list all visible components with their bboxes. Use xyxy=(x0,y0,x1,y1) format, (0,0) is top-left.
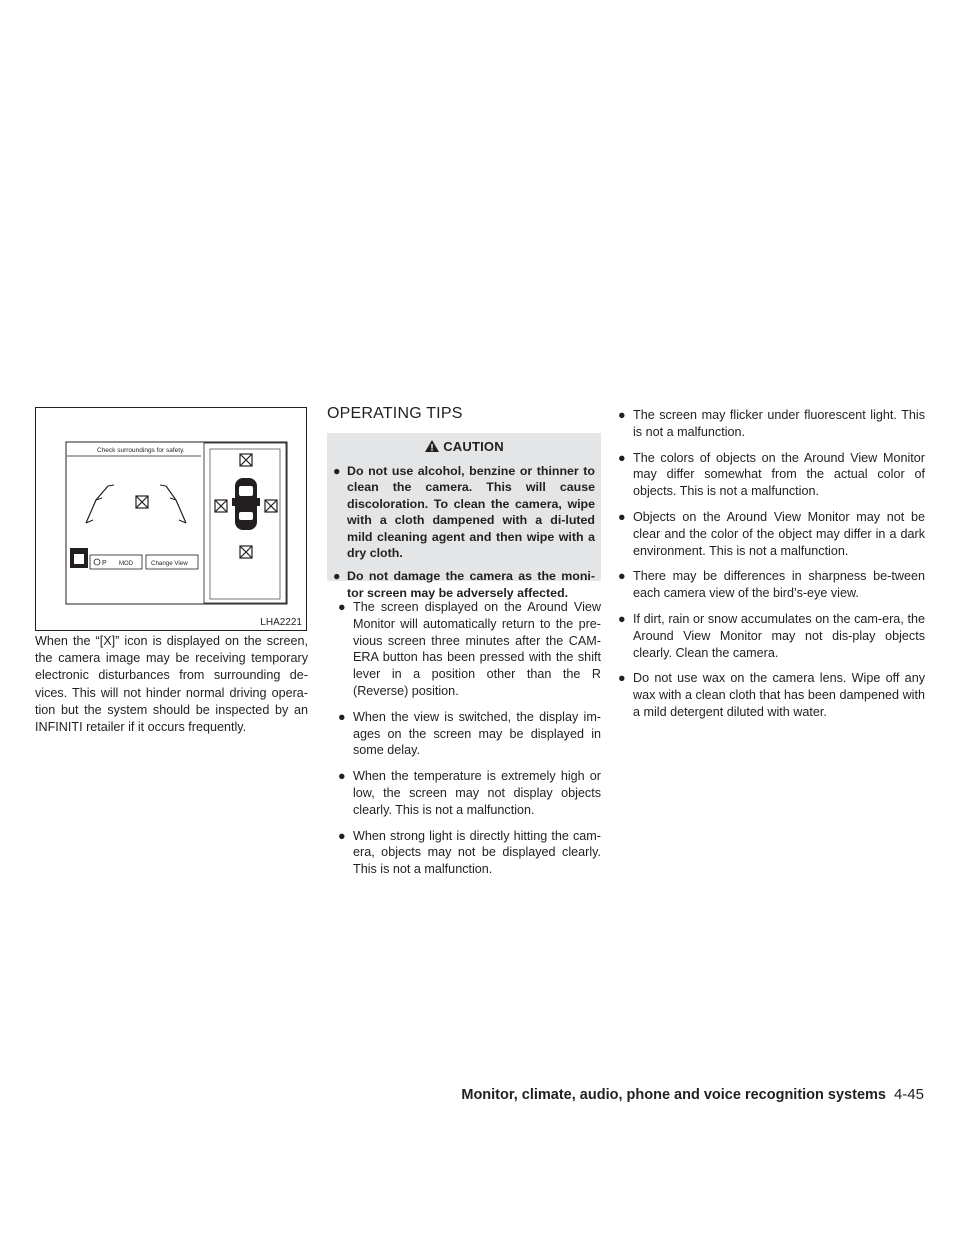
middle-tips-list xyxy=(336,599,601,887)
list-item: ● Do not use wax on the camera lens. Wipe off any wax with a clean cloth that has been dampened with a mild detergent diluted with water. xyxy=(618,671,925,719)
list-item: ● When strong light is directly hitting the cam-era, objects may not be displayed clearly. This is not a malfunction. xyxy=(338,828,601,877)
caution-item: ● Do not damage the camera as the moni-tor screen may be adversely affected. xyxy=(333,569,595,600)
caution-item: ● Do not use alcohol, benzine or thinner to clean the camera. This will cause discoloration. To clean the camera, wipe with a cloth dampened with a di-luted mild cleaning agent and then wipe with a dry cloth. xyxy=(333,464,595,561)
camera-error-icon-top xyxy=(240,454,252,466)
camera-error-icon-front xyxy=(136,496,148,508)
list-item: ● If dirt, rain or snow accumulates on the cam-era, the Around View Monitor may not dis-play objects clearly. Clean the camera. xyxy=(618,611,925,660)
right-tips-list xyxy=(616,407,925,730)
camera-icon-paragraph: When the “[X]” icon is displayed on the screen, the camera image may be receiving temporary electronic disturbances from surrounding de-vices. This will not hinder normal driving opera-tion but the system should be inspected by an INFINITI retailer if it occurs frequently. xyxy=(35,634,308,735)
list-item: ● The screen may flicker under fluorescent light. This is not a malfunction. xyxy=(618,408,925,439)
camera-error-icon-left xyxy=(215,500,227,512)
mod-button xyxy=(90,555,142,569)
figure-label: LHA2221 xyxy=(260,617,302,628)
mod-label: MOD xyxy=(119,561,133,567)
list-item: ● When the temperature is extremely high or low, the screen may not display objects clearly. This is not a malfunction. xyxy=(338,769,601,817)
caution-title: CAUTION xyxy=(327,439,601,454)
chapter-title: Monitor, climate, audio, phone and voice recognition systems xyxy=(461,1087,886,1103)
page-number: 4-45 xyxy=(893,1086,924,1103)
change-view-label: Change View xyxy=(151,560,188,567)
around-view-illustration xyxy=(36,408,308,632)
camera-error-icon-bottom xyxy=(240,546,252,558)
camera-figure xyxy=(35,407,307,631)
screen-message: Check surroundings for safety. xyxy=(97,447,185,454)
list-item: ● The screen displayed on the Around View Monitor will automatically return to the pre-vious screen three minutes after the CAM-ERA button has been pressed with the shift lever in a position other than the R (Reverse) position. xyxy=(338,600,601,698)
svg-text:P: P xyxy=(102,560,107,567)
section-heading: OPERATING TIPS xyxy=(327,405,463,422)
camera-error-icon-right xyxy=(265,500,277,512)
list-item: ● The colors of objects on the Around View Monitor may differ somewhat from the actual color of objects. This is not a malfunction. xyxy=(618,450,925,499)
caution-box xyxy=(327,433,601,600)
vehicle-icon xyxy=(232,478,260,530)
list-item: ● When the view is switched, the display im-ages on the screen may be displayed in some delay. xyxy=(338,709,601,758)
page-footer xyxy=(424,1086,924,1103)
list-item: ● There may be differences in sharpness be-tween each camera view of the bird’s-eye view. xyxy=(618,569,925,601)
list-item: ● Objects on the Around View Monitor may not be clear and the color of the object may differ in a dark environment. This is not a malfunction. xyxy=(618,509,925,558)
warning-triangle-icon xyxy=(424,439,440,453)
